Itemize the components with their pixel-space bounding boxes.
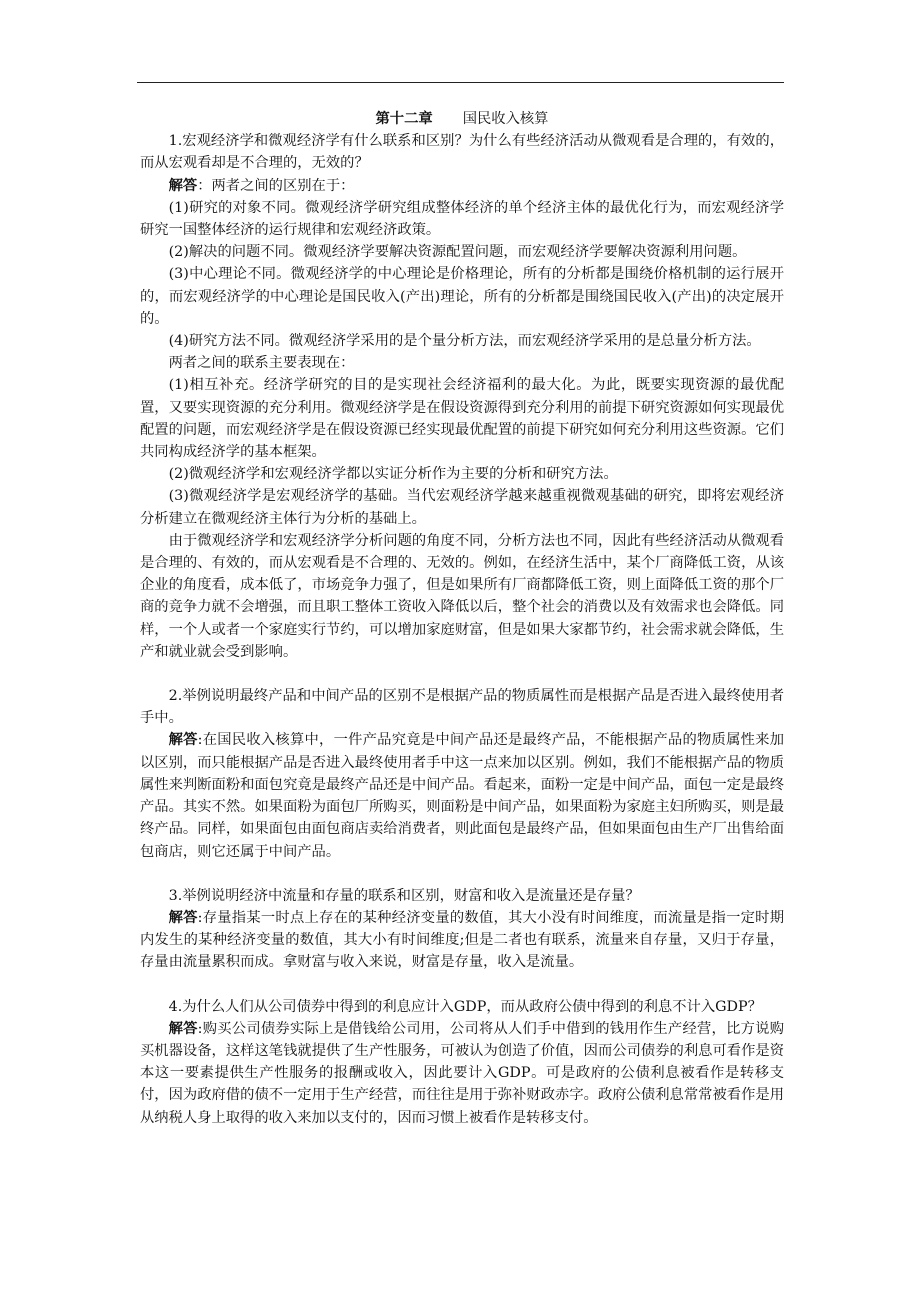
answer-text: :购买公司债券实际上是借钱给公司用，公司将从人们手中借到的钱用作生产经营，比方说购买机器设备，这样这笔钱就提供了生产性服务，可被认为创造了价值，因而公司债券的利息可看作是资本这一要素提供生产性服务的报酬或收入，因此要计入GDP。可是政府的公债利息被看作是转移支付，因为政府借的债不一定用于生产经营，而往往是用于弥补财政赤字。政府公债利息常常被看作是用从纳税人身上取得的收入来加以支付的，因而习惯上被看作是转移支付。 (140, 1020, 784, 1126)
answer-text: :存量指某一时点上存在的某种经济变量的数值，其大小没有时间维度，而流量是指一定时期内发生的某种经济变量的数值，其大小有时间维度;但是二者也有联系，流量来自存量，又归于存量，存量由流量累积而成。拿财富与收入来说，财富是存量，收入是流量。 (140, 909, 784, 971)
answer-1-paragraph: (4)研究方法不同。微观经济学采用的是个量分析方法，而宏观经济学采用的是总量分析方法。 (168, 333, 761, 350)
question-3: 3.举例说明经济中流量和存量的联系和区别，财富和收入是流量还是存量？ (168, 887, 640, 904)
answer-1-paragraph: (2)解决的问题不同。微观经济学要解决资源配置问题，而宏观经济学要解决资源利用问题。 (168, 244, 747, 261)
answer-1-intro (140, 175, 784, 197)
top-rule (137, 82, 784, 83)
chapter-title: 国民收入核算 (462, 111, 549, 127)
answer-1-paragraph: 两者之间的联系主要表现在： (168, 355, 355, 372)
answer-label: 解答 (168, 177, 198, 194)
answer-1-paragraph: (1)相互补充。经济学研究的目的是实现社会经济福利的最大化。为此，既要实现资源的最优配置，又要实现资源的充分利用。微观经济学是在假设资源得到充分利用的前提下研究资源如何实现最优配置的问题，而宏观经济学是在假设资源已经实现最优配置的前提下研究如何充分利用这些资源。它们共同构成经济学的基本框架。 (140, 377, 784, 461)
question-4: 4.为什么人们从公司债券中得到的利息应计入GDP，而从政府公债中得到的利息不计入GDP？ (168, 998, 762, 1015)
answer-3 (140, 907, 784, 974)
section-gap (140, 863, 784, 885)
chapter-number: 第十二章 (375, 111, 433, 127)
answer-label: 解答 (168, 732, 198, 749)
answer-1-paragraph: (1)研究的对象不同。微观经济学研究组成整体经济的单个经济主体的最优化行为，而宏观经济学研究一国整体经济的运行规律和宏观经济政策。 (140, 199, 784, 239)
answer-label: 解答 (168, 909, 198, 926)
question-2: 2.举例说明最终产品和中间产品的区别不是根据产品的物质属性而是根据产品是否进入最终使用者手中。 (140, 688, 784, 727)
answer-1-paragraph: 由于微观经济学和宏观经济学分析问题的角度不同，分析方法也不同，因此有些经济活动从微观看是合理的、有效的，而从宏观看是不合理的、无效的。例如，在经济生活中，某个厂商降低工资，从该企业的角度看，成本低了，市场竞争力强了，但是如果所有厂商都降低工资，则上面降低工资的那个厂商的竞争力就不会增强，而且职工整体工资收入降低以后，整个社会的消费以及有效需求也会降低。同样，一个人或者一个家庭实行节约，可以增加家庭财富，但是如果大家都节约，社会需求就会降低，生产和就业就会受到影响。 (140, 532, 784, 660)
answer-1-paragraph: (3)微观经济学是宏观经济学的基础。当代宏观经济学越来越重视微观基础的研究，即将宏观经济分析建立在微观经济主体行为分析的基础上。 (140, 488, 784, 527)
answer-2 (140, 729, 784, 862)
answer-4 (140, 1018, 784, 1129)
answer-text: ：两者之间的区别在于： (197, 177, 355, 194)
section-gap (140, 663, 784, 685)
document-body (140, 108, 784, 1129)
answer-text: :在国民收入核算中，一件产品究竟是中间产品还是最终产品，不能根据产品的物质属性来加以区别，而只能根据产品是否进入最终使用者手中这一点来加以区别。例如，我们不能根据产品的物质属性来判断面粉和面包究竟是最终产品还是中间产品。看起来，面粉一定是中间产品，面包一定是最终产品。其实不然。如果面粉为面包厂所购买，则面粉是中间产品，如果面粉为家庭主妇所购买，则是最终产品。同样，如果面包由面包商店卖给消费者，则此面包是最终产品，但如果面包由生产厂出售给面包商店，则它还属于中间产品。 (140, 732, 784, 860)
answer-1-paragraph: (2)微观经济学和宏观经济学都以实证分析作为主要的分析和研究方法。 (168, 466, 618, 483)
question-1: 1.宏观经济学和微观经济学有什么联系和区别？为什么有些经济活动从微观看是合理的，有效的，而从宏观看却是不合理的，无效的？ (140, 133, 784, 172)
answer-1-paragraph: (3)中心理论不同。微观经济学的中心理论是价格理论，所有的分析都是围绕价格机制的运行展开的，而宏观经济学的中心理论是国民收入(产出)理论，所有的分析都是围绕国民收入(产出)的决定展开的。 (140, 266, 784, 327)
section-gap (140, 974, 784, 996)
answer-label: 解答 (168, 1020, 198, 1037)
chapter-heading (140, 108, 784, 130)
